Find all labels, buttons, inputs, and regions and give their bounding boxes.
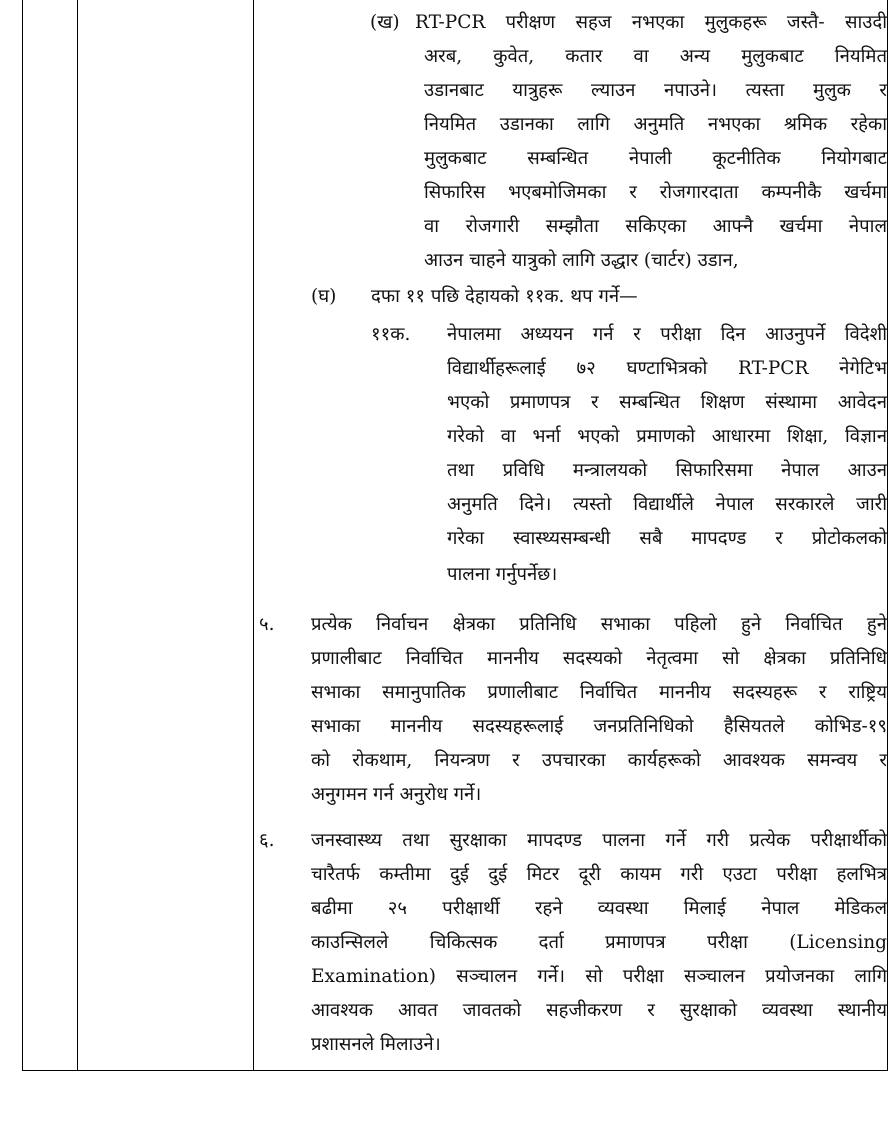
clause-11ka-label: ११क. [371, 324, 411, 345]
clause-11ka-line: नेपालमा अध्ययन गर्न र परीक्षा दिन आउनुपर्ने विदेशी [447, 324, 887, 345]
content-column [253, 0, 887, 1070]
item-5-line: को रोकथाम, नियन्त्रण र उपचारका कार्यहरूको आवश्यक समन्वय र [311, 750, 887, 771]
clause-kha-line: मुलुकबाट सम्बन्धित नेपाली कूटनीतिक नियोगबाट [424, 148, 887, 169]
item-6-line: Examination) सञ्चालन गर्ने। सो परीक्षा सञ्चालन प्रयोजनका लागि [311, 966, 887, 987]
item-6-line: बढीमा २५ परीक्षार्थी रहने व्यवस्था मिलाई नेपाल मेडिकल [311, 898, 887, 919]
item-6-line: आवश्यक आवत जावतको सहजीकरण र सुरक्षाको व्यवस्था स्थानीय [311, 1000, 887, 1021]
clause-kha-line: उडानबाट यात्रुहरू ल्याउन नपाउने। त्यस्ता मुलुक र [424, 80, 887, 101]
item-5-label: ५. [259, 614, 275, 635]
clause-11ka-line: तथा प्रविधि मन्त्रालयको सिफारिसमा नेपाल आउन [447, 460, 887, 481]
item-6-line: प्रशासनले मिलाउने। [311, 1034, 441, 1055]
clause-11ka-line: भएको प्रमाणपत्र र सम्बन्धित शिक्षण संस्थामा आवेदन [447, 392, 887, 413]
item-6-label: ६. [259, 830, 275, 851]
clause-kha-line: नियमित उडानका लागि अनुमति नभएका श्रमिक रहेका [424, 114, 887, 135]
item-5-line: प्रत्येक निर्वाचन क्षेत्रका प्रतिनिधि सभाका पहिलो हुने निर्वाचित हुने [311, 614, 887, 635]
clause-11ka-line: विद्यार्थीहरूलाई ७२ घण्टाभित्रको RT-PCR नेगेटिभ [447, 358, 887, 379]
clause-kha-line: आउन चाहने यात्रुको लागि उद्धार (चार्टर) उडान, [424, 250, 739, 271]
clause-kha-label: (ख) [370, 12, 400, 33]
clause-kha-line: सिफारिस भएबमोजिमका र रोजगारदाता कम्पनीकै खर्चमा [424, 182, 887, 203]
clause-gha-label: (घ) [311, 286, 337, 307]
clause-11ka-line: गरेका स्वास्थ्यसम्बन्धी सबै मापदण्ड र प्रोटोकलको [447, 528, 887, 549]
document-table [22, 0, 888, 1071]
item-5-line: प्रणालीबाट निर्वाचित माननीय सदस्यको नेतृत्वमा सो क्षेत्रका प्रतिनिधि [311, 648, 887, 669]
item-5-line: अनुगमन गर्न अनुरोध गर्ने। [311, 784, 482, 805]
clause-kha-line: RT-PCR परीक्षण सहज नभएका मुलुकहरू जस्तै- साउदी [415, 12, 887, 33]
clause-11ka-line: अनुमति दिने। त्यस्तो विद्यार्थीले नेपाल सरकारले जारी [447, 494, 887, 515]
item-5-line: सभाका समानुपातिक प्रणालीबाट निर्वाचित माननीय सदस्यहरू र राष्ट्रिय [311, 682, 887, 703]
item-6-line: काउन्सिलले चिकित्सक दर्ता प्रमाणपत्र परीक्षा (Licensing [311, 932, 887, 953]
clause-kha-line: अरब, कुवेत, कतार वा अन्य मुलुकबाट नियमित [424, 46, 887, 67]
item-5-line: सभाका माननीय सदस्यहरूलाई जनप्रतिनिधिको हैसियतले कोभिड-१९ [311, 716, 887, 737]
item-6-line: जनस्वास्थ्य तथा सुरक्षाका मापदण्ड पालना गर्ने गरी प्रत्येक परीक्षार्थीको [311, 830, 887, 851]
clause-kha-line: वा रोजगारी सम्झौता सकिएका आफ्नै खर्चमा नेपाल [424, 216, 887, 237]
clause-11ka-line: गरेको वा भर्ना भएको प्रमाणको आधारमा शिक्षा, विज्ञान [447, 426, 887, 447]
clause-11ka-line: पालना गर्नुपर्नेछ। [447, 564, 558, 585]
item-6-line: चारैतर्फ कम्तीमा दुई दुई मिटर दूरी कायम गरी एउटा परीक्षा हलभित्र [311, 864, 887, 885]
column-divider-1 [77, 0, 78, 1070]
clause-gha-text: दफा ११ पछि देहायको ११क. थप गर्ने— [371, 286, 638, 307]
